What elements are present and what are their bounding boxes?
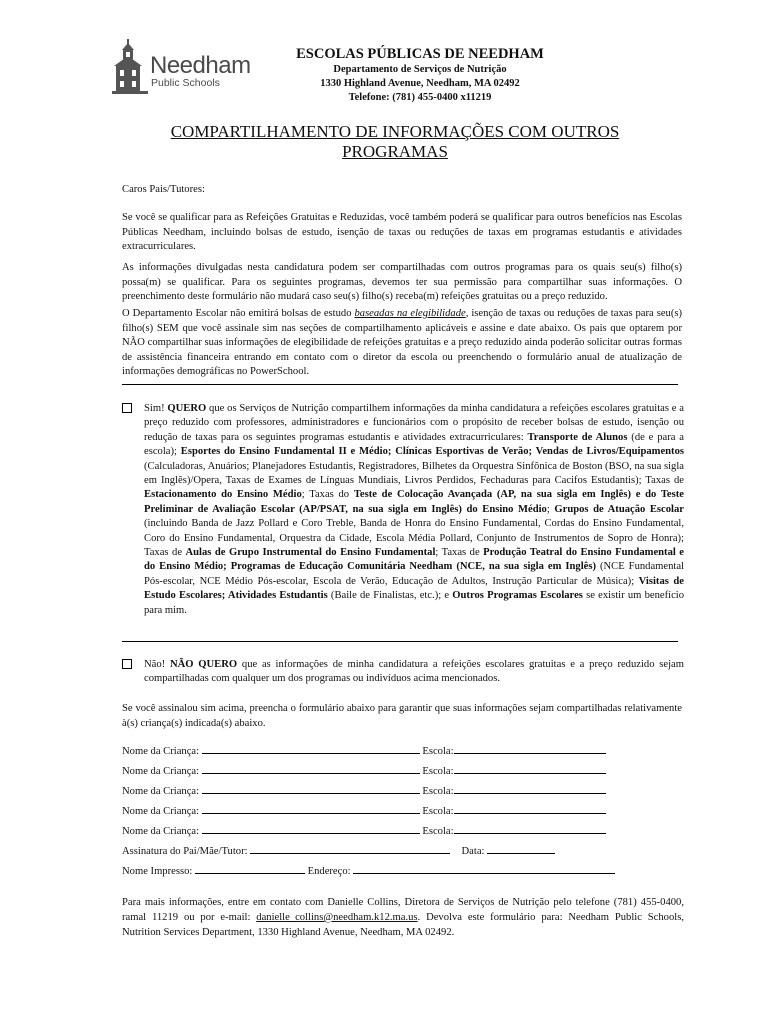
yes-program-sports: Esportes do Ensino Fundamental II e Médio; Clínicas Esportivas de Verão; Vendas de Livros/Equipamentos [180, 446, 685, 458]
printed-name-label: Nome Impresso: [122, 866, 193, 877]
school-field[interactable] [454, 783, 606, 794]
yes-option [122, 402, 684, 618]
child-row [122, 823, 606, 839]
department-name: Departamento de Serviços de Nutrição [333, 64, 507, 75]
child-name-label: Nome da Criança: [122, 806, 200, 817]
child-name-field[interactable] [202, 763, 420, 774]
yes-checkbox[interactable] [122, 403, 132, 413]
yes-program-instrumental: Aulas de Grupo Instrumental do Ensino Fundamental [185, 547, 436, 559]
yes-text-8: (NCE Fundamental Pós-escolar, NCE Médio Pós-escolar, Escola de Verão, Educação de Adultos, Instrução Particular de Música); [144, 561, 684, 587]
no-option-text [144, 658, 684, 687]
divider [122, 641, 678, 642]
no-lead: Não! [144, 659, 170, 670]
yes-text-10: se existir um benefício para mim. [144, 590, 685, 616]
school-label: Escola: [422, 826, 454, 837]
phone: Telefone: (781) 455-0400 x11219 [348, 92, 492, 103]
yes-program-performing: Grupos de Atuação Escolar [554, 503, 685, 515]
title-line-2: PROGRAMAS [342, 142, 448, 161]
yes-text-9: (Baile de Finalistas, etc.); e [327, 590, 453, 602]
yes-program-theater-nce: Produção Teatral do Ensino Fundamental e do Ensino Médio; Programas de Educação Comunitária Needham (NCE, na sua sigla em Inglês) [144, 547, 684, 573]
child-name-field[interactable] [202, 783, 420, 794]
date-label: Data: [461, 846, 485, 857]
footer-text-a: Para mais informações, entre em contato com Danielle Collins, Diretora de Serviços de Nutrição pelo telefone (781) 455-0400, ramal 11219 ou por e-mail: [122, 897, 684, 923]
yes-text-2: (de e para a escola); [144, 431, 685, 458]
child-name-field[interactable] [202, 743, 420, 754]
child-name-label: Nome da Criança: [122, 746, 200, 757]
email-link[interactable]: danielle_collins@needham.k12.ma.us [256, 911, 418, 923]
yes-program-other: Outros Programas Escolares [452, 590, 583, 602]
date-field[interactable] [487, 843, 555, 854]
child-name-label: Nome da Criança: [122, 786, 200, 797]
no-text: que as informações de minha candidatura a refeições escolares gratuitas e a preço reduzido sejam compartilhadas com qualquer um dos programas ou indivíduos acima mencionados. [144, 659, 684, 685]
yes-program-trips: Visitas de Estudo Escolares; Atividades Estudantis [144, 575, 684, 602]
signature-label: Assinatura do Pai/Mãe/Tutor: [122, 846, 248, 857]
contact-footer [122, 896, 684, 940]
logo-wordmark: Needham [150, 52, 251, 79]
address-label: Endereço: [307, 866, 351, 877]
yes-program-parking: Estacionamento do Ensino Médio [144, 489, 302, 501]
yes-text-3: (Calculadoras, Anuários; Planejadores Estudantis, Registradores, Bilhetes da Orquestra Sinfônica de Boston (BSO, na sua sigla em Inglês)/Opera, Taxas de Exames de Línguas Mundiais, Livros Perdidos, Fechaduras para Cacifos Estudantis); Taxas de [144, 460, 684, 487]
child-row [122, 803, 606, 819]
yes-option-text [144, 402, 684, 618]
eligibility-text-c: , isenção de taxas ou reduções de taxas para seu(s) filho(s) SEM que você assinale sim nas seções de compartilhamento aplicáveis e assine e date abaixo. Os pais que optarem por NÃO compartilhar suas informações de elegibilidade de refeições gratuitas e a preço reduzido ainda poderão solicitar outras formas de assistência financeira entrando em contato com o diretor da escola ou preenchendo o formulário anual de atualização de informações demográficas no PowerSchool. [122, 308, 682, 377]
logo-subtitle: Public Schools [151, 77, 220, 89]
eligibility-text-emphasis: baseadas na elegibilidade [354, 308, 466, 319]
address: 1330 Highland Avenue, Needham, MA 02492 [320, 78, 520, 89]
greeting: Caros Pais/Tutores: [122, 184, 205, 195]
no-emphasis: NÃO QUERO [169, 659, 238, 670]
school-field[interactable] [454, 803, 606, 814]
printed-name-row [122, 863, 615, 879]
school-field[interactable] [454, 743, 606, 754]
school-field[interactable] [454, 823, 606, 834]
title-line-1: COMPARTILHAMENTO DE INFORMAÇÕES COM OUTROS [170, 122, 620, 141]
intro-paragraph: Se você se qualificar para as Refeições Gratuitas e Reduzidas, você também poderá se qualificar para outros benefícios nas Escolas Públicas Needham, incluindo bolsas de estudo, isenção de taxas ou reduções de taxas em programas estudantis e atividades extracurriculares. [122, 212, 682, 252]
child-name-label: Nome da Criança: [122, 826, 200, 837]
footer-text-b: . Devolva este formulário para: Needham Public Schools, Nutrition Services Department, 1330 Highland Avenue, Needham, MA 02492. [122, 911, 684, 938]
printed-name-field[interactable] [195, 863, 305, 874]
child-name-label: Nome da Criança: [122, 766, 200, 777]
yes-program-transport: Transporte de Alunos [527, 431, 628, 443]
sharing-paragraph: As informações divulgadas nesta candidatura podem ser compartilhadas com outros programas para os quais seu(s) filho(s) possa(m) se qualificar. Para os seguintes programas, devemos ter sua permissão para compartilhar suas informações. O preenchimento deste formulário não mudará caso seu(s) filho(s) receba(m) refeições gratuitas ou a preço reduzido. [122, 262, 682, 302]
school-label: Escola: [422, 786, 454, 797]
letterhead [250, 46, 590, 105]
child-name-field[interactable] [202, 823, 420, 834]
yes-text-7: ; Taxas de [435, 547, 484, 559]
eligibility-text-a: O Departamento Escolar não emitirá bolsas de estudo [122, 308, 355, 319]
yes-program-ap-psat: Teste de Colocação Avançada (AP, na sua sigla em Inglês) e do Teste Preliminar de Avaliação Escolar (AP/PSAT, na sua sigla em Inglês) do Ensino Médio [144, 489, 684, 515]
yes-text-5: ; [546, 503, 555, 515]
signature-row [122, 843, 555, 859]
yes-text-6: (incluindo Banda de Jazz Pollard e Coro Treble, Banda de Honra do Ensino Fundamental, Cordas do Ensino Fundamental, Coro do Ensino Fundamental, Orquestra da Cidade, Escola Média Pollard, Conjunto de Instrumentos de Sopro de Honra); Taxas de [144, 518, 684, 559]
yes-emphasis: QUERO [167, 403, 207, 414]
form-instructions: Se você assinalou sim acima, preencha o formulário abaixo para garantir que suas informações sejam compartilhadas relativamente à(s) criança(s) indicada(s) abaixo. [122, 703, 682, 729]
child-name-field[interactable] [202, 803, 420, 814]
yes-text-1: que os Serviços de Nutrição compartilhem informações da minha candidatura a refeições escolares gratuitas e a preço reduzido com professores, administradores e funcionários com o propósito de receber bolsas de estudo, isenção ou redução de taxas para os seguintes programas estudantis e atividades extracurriculares: [144, 403, 684, 443]
yes-lead: Sim! [144, 403, 168, 414]
no-option [122, 658, 684, 687]
school-label: Escola: [422, 766, 454, 777]
address-field[interactable] [353, 863, 615, 874]
child-row [122, 743, 606, 759]
school-field[interactable] [454, 763, 606, 774]
child-row [122, 763, 606, 779]
child-row [122, 783, 606, 799]
no-checkbox[interactable] [122, 659, 132, 669]
school-label: Escola: [422, 746, 454, 757]
signature-field[interactable] [250, 843, 450, 854]
school-label: Escola: [422, 806, 454, 817]
divider [122, 384, 678, 385]
org-name: ESCOLAS PÚBLICAS DE NEEDHAM [296, 46, 544, 62]
page-title [120, 122, 670, 162]
eligibility-paragraph [122, 307, 682, 380]
yes-text-4: ; Taxas do [301, 489, 354, 501]
